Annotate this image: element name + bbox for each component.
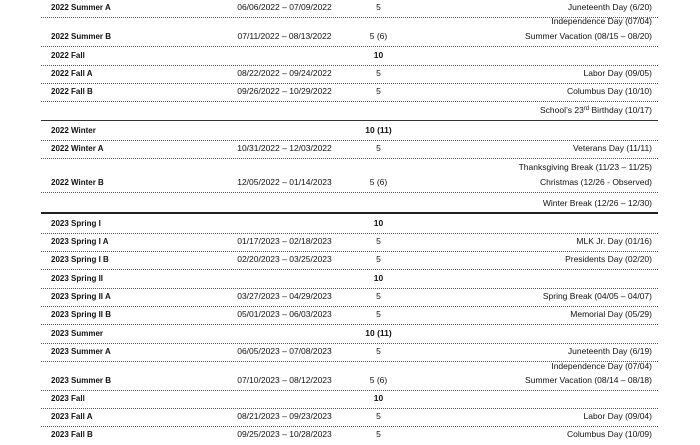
holiday: Spring Break (04/05 – 04/07)	[542, 291, 652, 301]
holiday: Summer Vacation (08/15 – 08/20)	[525, 31, 652, 41]
holiday: Columbus Day (10/09)	[566, 429, 652, 439]
table-row	[41, 140, 658, 159]
term-weeks: 10	[373, 218, 384, 228]
term-weeks: 5	[376, 236, 381, 246]
table-row	[41, 122, 658, 141]
holiday: Juneteenth Day (6/20)	[567, 2, 652, 12]
term-weeks: 5	[376, 68, 381, 78]
term-name: 2022 Winter B	[51, 178, 104, 187]
term-dates: 10/31/2022 – 12/03/2022	[237, 143, 332, 153]
table-row	[41, 390, 658, 409]
term-weeks: 5 (6)	[369, 177, 388, 187]
term-dates: 06/05/2023 – 07/08/2023	[237, 346, 332, 356]
term-name: 2023 Spring II B	[51, 310, 112, 319]
term-name: 2022 Winter	[51, 126, 96, 135]
table-row	[41, 270, 658, 289]
term-name: 2023 Spring I	[51, 219, 101, 228]
term-name: 2022 Winter A	[51, 144, 104, 153]
term-dates: 09/25/2023 – 10/28/2023	[237, 429, 332, 439]
term-name: 2023 Summer A	[51, 347, 111, 356]
term-name: 2022 Summer A	[51, 3, 111, 12]
table-row	[41, 306, 658, 325]
term-dates: 12/05/2022 – 01/14/2023	[237, 177, 332, 187]
table-row	[41, 408, 658, 427]
term-weeks: 5	[376, 143, 381, 153]
holiday: Independence Day (07/04)	[551, 16, 652, 26]
term-name: 2023 Summer B	[51, 376, 112, 385]
table-row	[41, 195, 658, 214]
term-dates: 09/26/2022 – 10/29/2022	[237, 86, 332, 96]
holiday: Presidents Day (02/20)	[565, 254, 652, 264]
table-row	[41, 215, 658, 234]
holiday: Labor Day (09/04)	[583, 411, 652, 421]
holiday: Memorial Day (05/29)	[570, 309, 652, 319]
term-dates: 07/11/2022 – 08/13/2022	[237, 31, 332, 41]
term-dates: 06/06/2022 – 07/09/2022	[237, 2, 332, 12]
holiday: Winter Break (12/26 – 12/30)	[542, 198, 652, 208]
holiday: Juneteenth Day (6/19)	[567, 346, 652, 356]
term-name: 2023 Spring II	[51, 274, 104, 283]
table-row	[41, 288, 658, 307]
table-row	[41, 102, 658, 121]
table-row	[41, 65, 658, 84]
term-weeks: 5	[376, 86, 381, 96]
term-dates: 05/01/2023 – 06/03/2023	[237, 309, 332, 319]
term-name: 2023 Spring II A	[51, 292, 111, 301]
term-weeks: 10 (11)	[365, 328, 392, 338]
term-dates: 02/20/2023 – 03/25/2023	[237, 254, 332, 264]
holiday: Labor Day (09/05)	[583, 68, 652, 78]
table-row	[41, 251, 658, 270]
term-weeks: 10	[373, 273, 384, 283]
holiday: Columbus Day (10/10)	[566, 86, 652, 96]
table-row	[41, 28, 658, 47]
table-row	[41, 233, 658, 252]
term-dates: 08/22/2022 – 09/24/2022	[237, 68, 332, 78]
term-name: 2022 Summer B	[51, 32, 112, 41]
term-name: 2023 Spring I A	[51, 237, 109, 246]
term-name: 2023 Fall A	[51, 412, 93, 421]
term-name: 2023 Fall B	[51, 430, 93, 439]
term-weeks: 5 (6)	[369, 375, 388, 385]
term-weeks: 5 (6)	[369, 31, 388, 41]
term-weeks: 5	[376, 254, 381, 264]
term-name: 2022 Fall B	[51, 87, 93, 96]
table-row	[41, 426, 658, 445]
term-weeks: 10 (11)	[365, 125, 392, 135]
table-row	[41, 47, 658, 66]
holiday: School’s 23rd Birthday (10/17)	[540, 105, 652, 115]
term-weeks: 5	[376, 309, 381, 319]
table-row	[41, 372, 658, 391]
holiday: Independence Day (07/04)	[551, 361, 652, 371]
term-weeks: 5	[376, 2, 381, 12]
table-row	[41, 83, 658, 102]
holiday: Thanksgiving Break (11/23 – 11/25)	[518, 162, 652, 172]
term-name: 2023 Fall	[51, 394, 85, 403]
term-name: 2023 Spring I B	[51, 255, 109, 264]
term-dates: 08/21/2023 – 09/23/2023	[237, 411, 332, 421]
term-weeks: 5	[376, 346, 381, 356]
table-row	[41, 325, 658, 344]
holiday: Summer Vacation (08/14 – 08/18)	[525, 375, 652, 385]
term-weeks: 5	[376, 429, 381, 439]
term-dates: 07/10/2023 – 08/12/2023	[237, 375, 332, 385]
table-row	[41, 174, 658, 193]
term-weeks: 5	[376, 411, 381, 421]
term-dates: 03/27/2023 – 04/29/2023	[237, 291, 332, 301]
term-weeks: 10	[373, 393, 384, 403]
holiday: Christmas (12/26 - Observed)	[540, 177, 652, 187]
term-weeks: 10	[373, 50, 384, 60]
term-dates: 01/17/2023 – 02/18/2023	[237, 236, 332, 246]
term-name: 2022 Fall	[51, 51, 85, 60]
term-name: 2022 Fall A	[51, 69, 93, 78]
holiday: Veterans Day (11/11)	[572, 143, 652, 153]
term-name: 2023 Summer	[51, 329, 104, 338]
holiday: MLK Jr. Day (01/16)	[576, 236, 652, 246]
term-weeks: 5	[376, 291, 381, 301]
